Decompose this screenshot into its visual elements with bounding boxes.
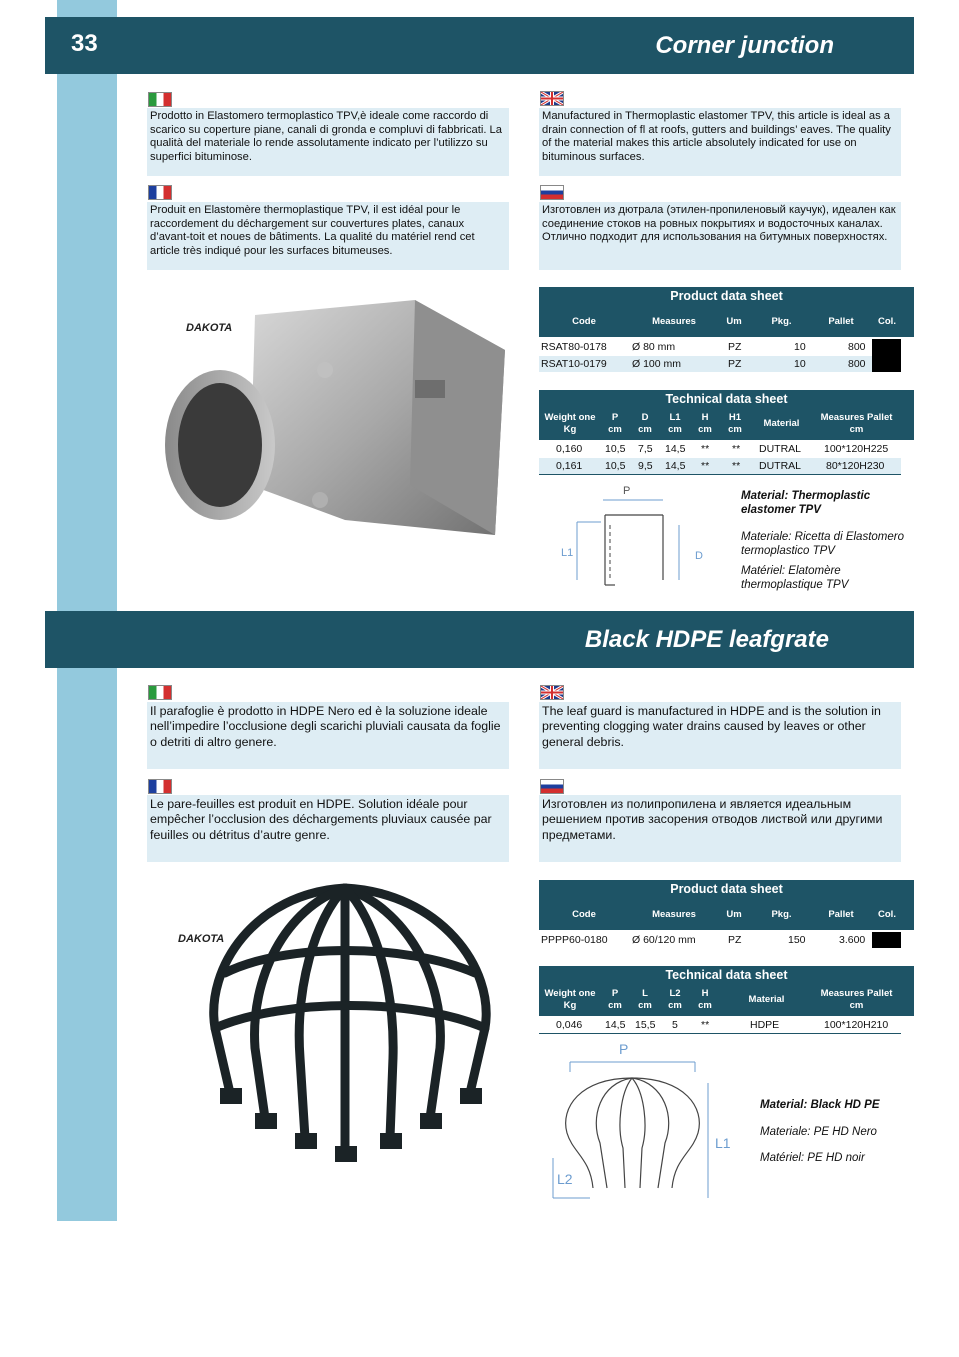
table-divider xyxy=(539,1033,901,1034)
diagram-label-p: P xyxy=(619,1041,629,1057)
french-flag-icon xyxy=(148,185,172,200)
col-um: Um xyxy=(726,316,742,327)
section-header-leafgrate xyxy=(45,611,914,668)
col-pkg: Pkg. xyxy=(771,909,792,920)
product-row: RSAT80-0178 Ø 80 mm PZ 10 800 xyxy=(541,341,866,353)
product-data-sheet-header xyxy=(539,880,914,930)
table-divider xyxy=(539,474,901,475)
col-measures: Measures xyxy=(652,316,696,327)
italian-flag-icon xyxy=(148,685,172,700)
material-notes: Material: Thermoplastic elastomer TPV Materiale: Ricetta di Elastomero termoplastico TPV Matériel: Elatomère thermoplastique TPV xyxy=(741,490,904,591)
product-row: PPPP60-0180 Ø 60/120 mm PZ 150 3.600 xyxy=(541,934,866,946)
col-weight: Weight one Kg xyxy=(544,412,596,435)
col-d: D cm xyxy=(638,412,652,435)
col-l1: L1 cm xyxy=(668,412,682,435)
brand-logo: DAKOTA xyxy=(186,322,233,334)
col-measures-pallet: Measures Pallet cm xyxy=(820,412,893,435)
description-russian: Изготовлен из полипропилена и является идеальным решением против засорения отводов листвой или другими предметами. xyxy=(539,795,901,862)
italian-flag-icon xyxy=(148,92,172,107)
col-h1: H1 cm xyxy=(728,412,742,435)
product-sheet-title: Product data sheet xyxy=(670,882,783,896)
col-pallet: Pallet xyxy=(828,909,854,920)
section-title: Black HDPE leafgrate xyxy=(584,626,829,653)
corner-junction-dimension-diagram xyxy=(555,480,725,590)
description-italian: Il parafoglie è prodotto in HDPE Nero ed è la soluzione ideale nell’impedire l’occlusione degli scarichi pluviali causata da foglie o detriti di altro genere. xyxy=(147,702,509,769)
col-measures-pallet: Measures Pallet cm xyxy=(820,988,893,1011)
section-title: Corner junction xyxy=(655,32,834,59)
technical-row: 0,046 14,5 15,5 5 ** HDPE 100*120H210 xyxy=(556,1019,889,1031)
russian-flag-icon xyxy=(540,185,564,200)
col-p: P cm xyxy=(608,988,622,1011)
technical-data-sheet-header xyxy=(539,390,914,440)
russian-flag-icon xyxy=(540,779,564,794)
description-english: The leaf guard is manufactured in HDPE and is the solution in preventing clogging water drains caused by leaves or other general debris. xyxy=(539,702,901,769)
page-number: 33 xyxy=(71,30,98,57)
diagram-label-l1: L1 xyxy=(561,547,574,559)
description-french: Produit en Elastomère thermoplastique TPV, il est idéal pour le raccordement du déchargement sur couvertures plates, canaux d’avant-toit et noues de bâtiments. La qualité du matériel rend cet article très indiqué pour les surfaces bitumeuses. xyxy=(147,202,509,270)
product-row: RSAT10-0179 Ø 100 mm PZ 10 800 xyxy=(539,356,872,372)
section-header-corner-junction xyxy=(45,17,914,74)
col-code: Code xyxy=(572,909,596,920)
col-pkg: Pkg. xyxy=(771,316,792,327)
col-material: Material xyxy=(763,418,800,429)
diagram-label-l2: L2 xyxy=(557,1171,573,1187)
col-material: Material xyxy=(748,994,785,1005)
uk-flag-icon xyxy=(540,685,564,700)
description-russian: Изготовлен из дютрала (этилен-пропиленовый каучук), идеален как соединение стоков на ровных покрытиях и водосточных каналах. Отлично подходит для использования на битумных поверхностях. xyxy=(539,202,901,270)
col-p: P cm xyxy=(608,412,622,435)
col-code: Code xyxy=(572,316,596,327)
description-english: Manufactured in Thermoplastic elastomer TPV, this article is ideal as a drain connection of fl at roofs, gutters and buildings’ eaves. The quality of the material makes this article absolutely indicated for use on bituminous surfaces. xyxy=(539,108,901,176)
color-swatch-black xyxy=(872,339,901,372)
col-measures: Measures xyxy=(652,909,696,920)
description-italian: Prodotto in Elastomero termoplastico TPV,è ideale come raccordo di scarico su coperture piane, canali di gronda e compluvi di fabbricati. La qualità del materiale lo rende assolutamente indicato per l’utilizzo su superfici bituminose. xyxy=(147,108,509,176)
product-data-sheet-header xyxy=(539,287,914,337)
technical-row: 0,160 10,5 7,5 14,5 ** ** DUTRAL 100*120H225 xyxy=(556,443,889,455)
leafgrate-product-image xyxy=(195,878,500,1178)
french-flag-icon xyxy=(148,779,172,794)
technical-sheet-title: Technical data sheet xyxy=(665,392,788,406)
col-weight: Weight one Kg xyxy=(544,988,596,1011)
col-h: H cm xyxy=(698,988,712,1011)
col-um: Um xyxy=(726,909,742,920)
leafgrate-dimension-diagram xyxy=(545,1038,745,1203)
diagram-label-l1: L1 xyxy=(715,1135,731,1151)
col-pallet: Pallet xyxy=(828,316,854,327)
description-french: Le pare-feuilles est produit en HDPE. Solution idéale pour empêcher l’occlusion des déchargements pluviaux causée par feuilles ou détritus d’autre genre. xyxy=(147,795,509,862)
technical-data-sheet-header xyxy=(539,966,914,1016)
brand-logo: DAKOTA xyxy=(178,933,225,945)
col-h: H cm xyxy=(698,412,712,435)
diagram-label-d: D xyxy=(695,550,703,562)
col-l2: L2 cm xyxy=(668,988,682,1011)
uk-flag-icon xyxy=(540,91,564,106)
technical-row: 0,161 10,5 9,5 14,5 ** ** DUTRAL 80*120H230 xyxy=(539,458,901,474)
col-col: Col. xyxy=(878,909,896,920)
col-col: Col. xyxy=(878,316,896,327)
col-l: L cm xyxy=(638,988,652,1011)
technical-sheet-title: Technical data sheet xyxy=(665,968,788,982)
diagram-label-p: P xyxy=(623,485,631,497)
product-sheet-title: Product data sheet xyxy=(670,289,783,303)
color-swatch-black xyxy=(872,932,901,948)
material-notes: Material: Black HD PE Materiale: PE HD Nero Matériel: PE HD noir xyxy=(760,1099,880,1164)
